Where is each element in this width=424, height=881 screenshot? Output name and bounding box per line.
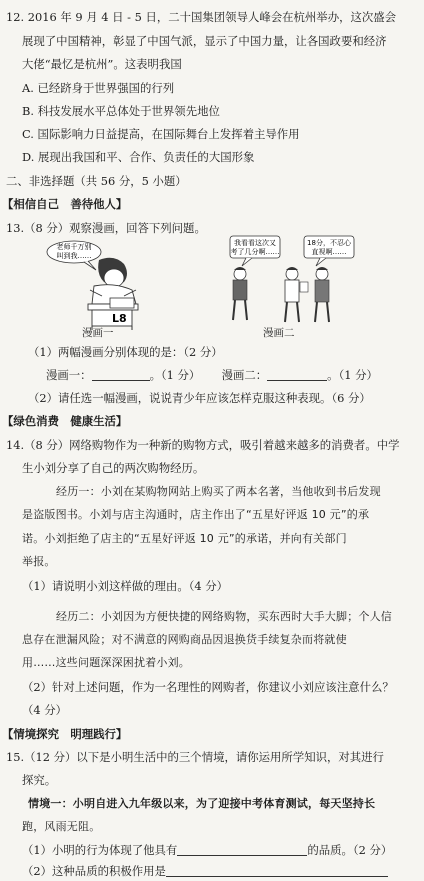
q14-sub-question-2-line-2: （4 分）: [22, 703, 68, 717]
q14-experience-1-line-1: 经历一：小刘在某购物网站上购买了两本名著，当他收到书后发现: [56, 485, 381, 498]
q13-sub-question-2: （2）请任选一幅漫画，说说青少年应该怎样克服这种表现。（6 分）: [28, 391, 371, 405]
q12-stem-line-3: 大佬“最忆是杭州”。这表明我国: [22, 57, 182, 71]
q15-sub-2-prefix: （2）这种品质的积极作用是: [22, 864, 166, 878]
cartoon-2-bubble-left-2: 考了几分啊……: [230, 248, 280, 256]
q13-cartoon-1-label: 漫画一：: [46, 368, 92, 382]
q14-experience-1-line-3: 诺。小刘拒绝了店主的“五星好评返 10 元”的承诺，并向有关部门: [22, 532, 347, 545]
q13-cartoon-2-label: 漫画二：: [221, 368, 268, 382]
cartoon-1-bubble-text-1: 老师千万别: [56, 243, 92, 251]
q15-scene-1-text: 情境一：小明自进入九年级以来，为了迎接中考体育测试，每天坚持长: [28, 797, 376, 810]
q15-sub-1-prefix: （1）小明的行为体现了他具有: [22, 843, 178, 857]
q12-option-b: B. 科技发展水平总体处于世界领先地位: [22, 104, 220, 118]
q13-stem: 13.（8 分）观察漫画，回答下列问题。: [6, 221, 206, 235]
q15-sub-1-suffix: 的品质。（2 分）: [307, 843, 393, 857]
q14-sub-question-1: （1）请说明小刘这样做的理由。（4 分）: [22, 579, 229, 593]
q13-answer-row: [46, 368, 378, 382]
q14-stem-line-1: 14.（8 分）网络购物作为一种新的购物方式，吸引着越来越多的消费者。中学: [6, 438, 400, 452]
q15-sub-question-1: [22, 843, 392, 857]
theme-heading-3: 【情境探究 明理践行】: [2, 727, 128, 741]
cartoon-2-bubble-right-1: 18分，不忍心: [307, 239, 351, 247]
cartoon-2-bubble-left-1: 我看看这次又: [234, 239, 276, 247]
q12-option-d: D. 展现出我国和平、合作、负责任的大国形象: [22, 150, 255, 164]
cartoon-1-illustration: [44, 238, 154, 330]
q12-option-a: A. 已经跻身于世界强国的行列: [22, 81, 175, 95]
cartoon-2-bubble-right-2: 直视啊……: [311, 248, 347, 256]
q13-score-1: 。（1 分）: [149, 368, 201, 382]
q14-experience-2-line-2: 息存在泄漏风险；对不满意的网购商品因退换货手续复杂而将就使: [22, 633, 347, 646]
cartoon-2-caption: 漫画二: [263, 327, 295, 339]
q14-stem-line-2: 生小刘分享了自己的两次购物经历。: [22, 461, 205, 475]
q15-scene-1-line-1: [28, 797, 375, 811]
q14-sub-question-2-line-1: （2）针对上述问题，作为一名理性的网购者，你建议小刘应该注意什么？: [22, 680, 394, 694]
q15-stem-line-2: 探究。: [22, 773, 57, 787]
q14-experience-1-line-2: 是盗版图书。小刘与店主沟通时，店主作出了“五星好评返 10 元”的承: [22, 508, 370, 521]
q13-answer-blank-2[interactable]: [267, 369, 327, 381]
q15-scene-1-line-2: 跑，风雨无阻。: [22, 820, 101, 833]
q15-sub-question-2: [22, 864, 388, 878]
cartoon-2-illustration: [220, 234, 370, 328]
q12-option-c: C. 国际影响力日益提高，在国际舞台上发挥着主导作用: [22, 127, 300, 141]
q13-score-2: 。（1 分）: [327, 368, 378, 382]
q14-experience-1-line-4: 举报。: [22, 555, 56, 568]
cartoon-1-bubble-text-2: 叫到我……: [56, 252, 92, 260]
cartoon-1-caption: 漫画一: [82, 327, 114, 339]
q14-experience-2-line-3: 用……这些问题深深困扰着小刘。: [22, 656, 190, 669]
cartoon-1-desk-mark: L8: [112, 312, 127, 325]
q13-answer-blank-1[interactable]: [92, 369, 150, 381]
q15-answer-blank-1[interactable]: [177, 844, 307, 856]
q15-stem-line-1: 15.（12 分）以下是小明生活中的三个情境，请你运用所学知识，对其进行: [6, 750, 384, 764]
q15-answer-blank-2[interactable]: [166, 865, 388, 877]
theme-heading-2: 【绿色消费 健康生活】: [2, 414, 128, 428]
q12-stem-line-1: 12. 2016 年 9 月 4 日 - 5 日，二十国集团领导人峰会在杭州举办，这次盛会: [6, 10, 397, 24]
section-title: 二、非选择题（共 56 分，5 小题）: [6, 174, 187, 188]
q14-experience-2-line-1: 经历二：小刘因为方便快捷的网络购物，买东西时大手大脚；个人信: [56, 610, 392, 623]
theme-heading-1: 【相信自己 善待他人】: [2, 197, 128, 211]
q12-stem-line-2: 展现了中国精神，彰显了中国气派，显示了中国力量，让各国政要和经济: [22, 34, 387, 48]
q13-sub-question-1: （1）两幅漫画分别体现的是：（2 分）: [28, 345, 223, 359]
